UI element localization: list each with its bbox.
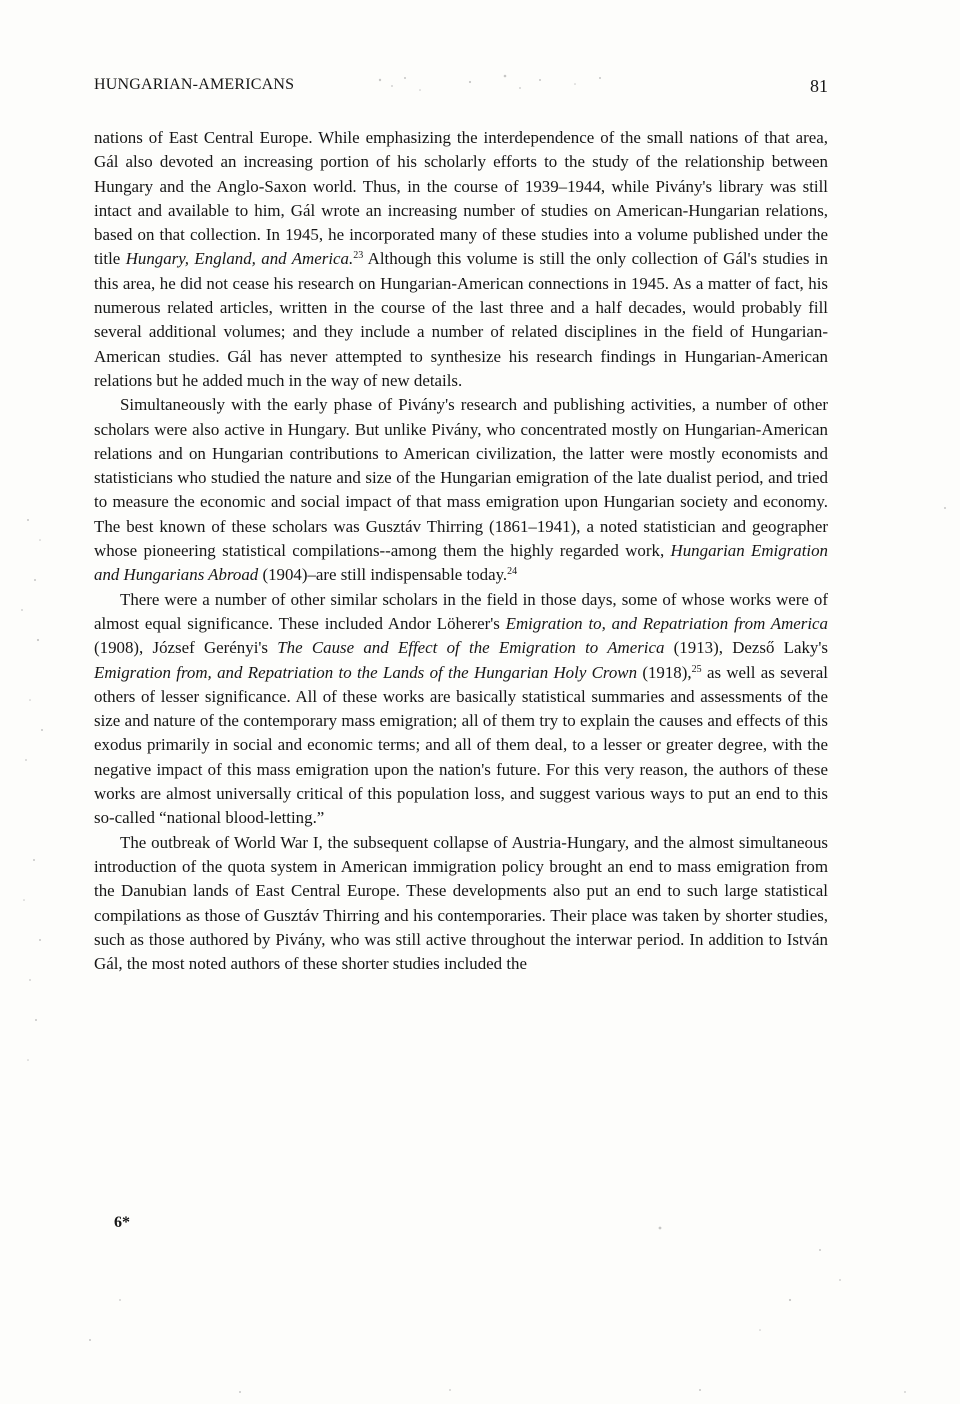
- text-run: (1908), József Gerényi's: [94, 638, 278, 658]
- italic-title: Hungary, England, and America.: [125, 249, 354, 269]
- footnote-ref: 25: [691, 663, 702, 675]
- paragraph-4: [94, 831, 828, 977]
- running-head: HUNGARIAN-AMERICANS: [94, 76, 295, 93]
- body-text: [94, 126, 828, 976]
- italic-title: Emigration from, and Repatriation to the Lands of the Hungarian Holy Crown: [94, 662, 638, 682]
- text-run: Simultaneously with the early phase of Pivány's research and publishing activities, a number of other scholars were also active in Hungary. But unlike Pivány, who concentrated mostly on Hungarian-American relations and on Hungarian contributions to American civilization, the latter were mostly economists and statisticians who studied the nature and size of the Hungarian emigration of the late dualist period, and tried to measure the economic and social impact of that mass emigration upon Hungarian society and economy. The best known of these scholars was Gusztáv Thirring (1861–1941), a noted statistician and geographer whose pioneering statistical compilations--among them the highly regarded work,: [94, 395, 828, 561]
- text-run: (1913), Dezső Laky's: [664, 638, 828, 658]
- text-run: The outbreak of World War I, the subsequent collapse of Austria-Hungary, and the almost simultaneous introduction of the quota system in American immigration policy brought an end to mass emigration from the Danubian lands of East Central Europe. These developments also put an end to such large statistical compilations as those of Gusztáv Thirring and his contemporaries. Their place was taken by shorter studies, such as those authored by Pivány, who was still active throughout the interwar period. In addition to István Gál, the most noted authors of these shorter studies included the: [94, 832, 828, 974]
- footnote-ref: 23: [353, 250, 364, 262]
- paragraph-2: [94, 393, 828, 587]
- italic-title: The Cause and Effect of the Emigration to America: [277, 638, 665, 658]
- text-run: nations of East Central Europe. While emphasizing the interdependence of the small nations of that area, Gál also devoted an increasing portion of his scholarly efforts to the study of the relationship between Hungary and the Anglo-Saxon world. Thus, in the course of 1939–1944, while Pivány's library was still intact and available to him, Gál wrote an increasing number of studies on American-Hungarian relations, based on that collection. In 1945, he incorporated many of these studies into a volume published under the title: [94, 128, 828, 269]
- text-run: as well as several others of lesser significance. All of these works are basically statistical summaries and assessments of the size and nature of the contemporary mass emigration; all of them try to explain the causes and effects of this exodus primarily in social and economic terms; and all of them deal, to a lesser or greater degree, with the negative impact of this mass emigration upon the nation's future. For this very reason, the authors of these works are almost universally critical of this population loss, and suggest various ways to put an end to this so-called “national blood-letting.”: [94, 662, 828, 828]
- text-run: Although this volume is still the only collection of Gál's studies in this area, he did not cease his research on Hungarian-American connections in 1945. As a matter of fact, his numerous related articles, written in the course of the last three and a half decades, would probably fill several additional volumes; and they include a number of related disciplines in the field of Hungarian-American studies. Gál has never attempted to synthesize his research findings in Hungarian-American relations but he added much in the way of new details.: [94, 249, 828, 390]
- footnote-ref: 24: [507, 566, 518, 578]
- page-number: 81: [810, 76, 828, 96]
- paragraph-3: [94, 588, 828, 831]
- italic-title: Hungarian Emigration and Hungarians Abroad: [94, 541, 828, 585]
- text-run: There were a number of other similar scholars in the field in those days, some of whose works were of almost equal significance. These included Andor Löherer's: [94, 589, 828, 633]
- text-run: (1918),: [637, 662, 692, 682]
- italic-title: Emigration to, and Repatriation from America: [505, 613, 829, 633]
- signature-mark: 6*: [114, 1214, 130, 1231]
- text-run: (1904)–are still indispensable today.: [258, 565, 508, 585]
- paragraph-1: [94, 126, 828, 393]
